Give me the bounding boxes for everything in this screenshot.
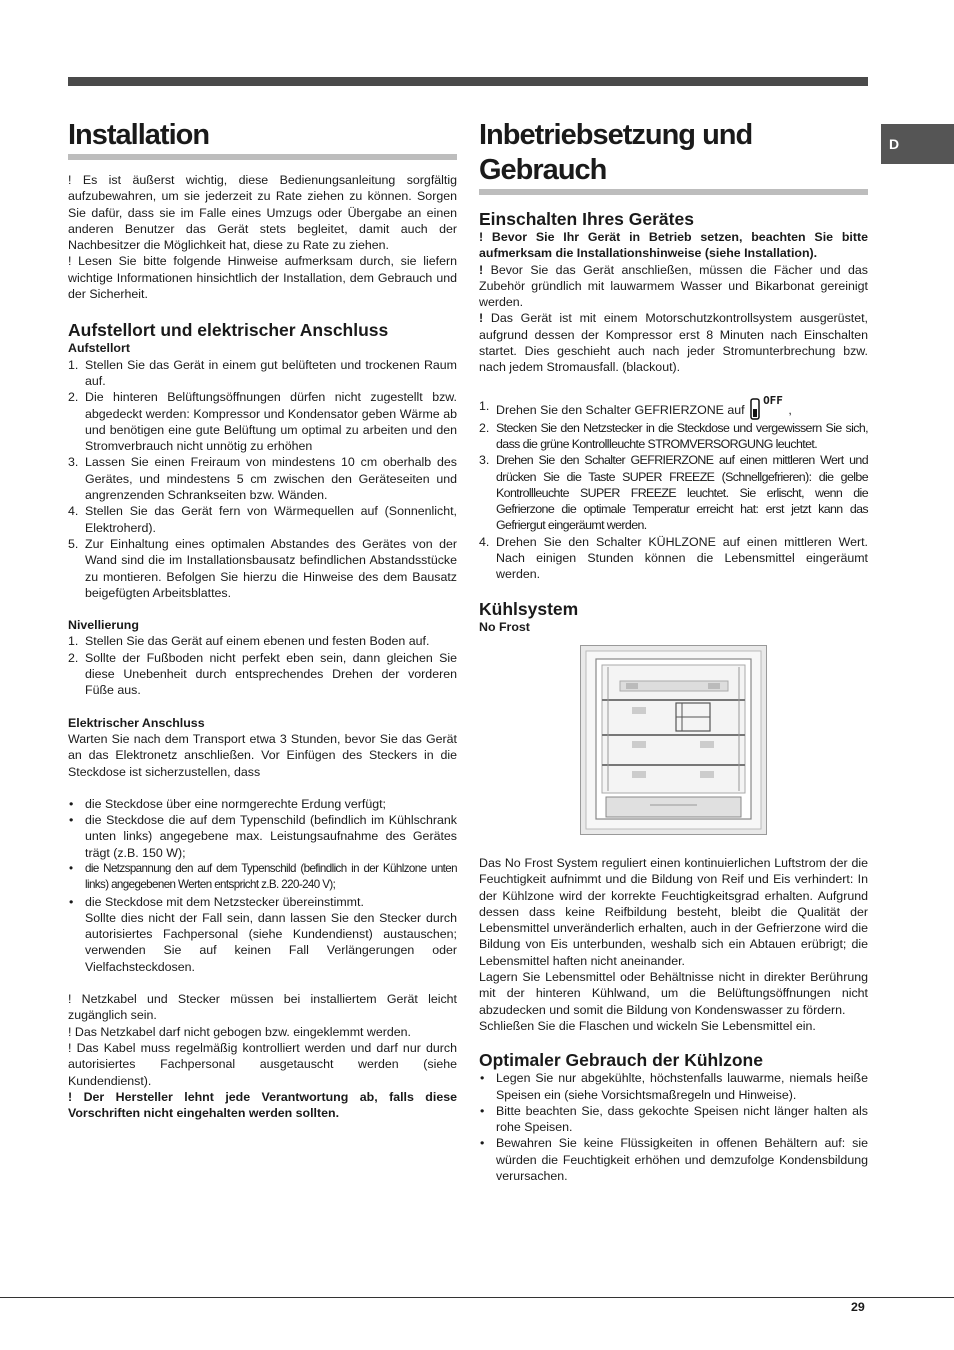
footer-rule bbox=[0, 1297, 954, 1298]
paragraph: Schließen Sie die Flaschen und wickeln Sie Lebensmittel ein. bbox=[479, 1018, 816, 1033]
list-item: 2. Die hinteren Belüftungsöffnungen dürfen nicht zugestellt bzw. abgedeckt werden: Kompressor und Kondensator geben Wärme ab und benötigen eine gute Belüftung um optimal zu arbeiten und den Stromverbrauch nicht unnötig zu erhöhen bbox=[68, 390, 457, 454]
section-title-aufstellort-anschluss: Aufstellort und elektrischer Anschluss bbox=[68, 320, 389, 341]
list-item: 5. Zur Einhaltung eines optimalen Abstandes des Gerätes von der Wand sind die im Installationsbausatz befindlichen Abstandsstücke zu montieren. Befolgen Sie hierzu die Hinweise des dem Bausatz beigefügten Arbeitsblattes. bbox=[68, 536, 457, 600]
inbetriebsetzung-column bbox=[479, 118, 868, 1184]
list-item: 4. Stellen Sie das Gerät fern von Wärmequellen auf (Sonnenlicht, Elektroherd). bbox=[68, 504, 457, 535]
list-item: 1. Stellen Sie das Gerät in einem gut belüfteten und trockenen Raum auf. bbox=[68, 357, 457, 388]
final-warning: ! Der Hersteller lehnt jede Verantwortung ab, falls diese Vorschriften nicht eingehalten werden sollten. bbox=[68, 1089, 457, 1121]
list-item: • die Steckdose über eine normgerechte Erdung verfügt; bbox=[68, 796, 457, 812]
list-item: • Legen Sie nur abgekühlte, höchstenfalls lauwarme, niemals heiße Speisen ein (siehe Vorsichtsmaßregeln und Hinweise). bbox=[479, 1070, 868, 1103]
fridge-interior-illustration bbox=[580, 645, 767, 835]
subsection-title-elektrischer-anschluss: Elektrischer Anschluss bbox=[68, 715, 205, 730]
list-item: • die Steckdose die auf dem Typenschild (befindlich im Kühlschrank unten links) angegebene max. Leistungsaufnahme des Gerätes trägt (z.B. 150 W); bbox=[68, 812, 457, 861]
section-title-kuehlsystem: Kühlsystem bbox=[479, 598, 579, 619]
list-item: • die Netzspannung den auf dem Typenschild (befindlich in der Kühlzone unten links) angegebenen Werten entspricht z.B. 220-240 V); bbox=[68, 861, 457, 894]
list-item: 1. Drehen Sie den Schalter GEFRIERZONE auf OFF , bbox=[479, 398, 868, 420]
list-item: 2. Stecken Sie den Netzstecker in die Steckdose und vergewissern Sie sich, dass die grüne Kontrollleuchte STROMVERSORGUNG leuchtet. bbox=[479, 420, 868, 451]
list-item: 3. Lassen Sie einen Freiraum von mindestens 10 cm oberhalb des Gerätes, und mindestens 5 cm zwischen den Geräteseiten und angrenzenden Schrankseiten bzw. Wänden. bbox=[68, 455, 457, 503]
section-title-einschalten: Einschalten Ihres Gerätes bbox=[479, 209, 694, 229]
paragraph: Lagern Sie Lebensmittel oder Behältnisse nicht in direkter Berührung mit der hinteren Kühlwand, um die Belüftungsöffnungen nicht abzudecken und somit die Bildung von Kondenswasser zu fördern. bbox=[479, 970, 868, 1017]
section-title-optimaler-gebrauch: Optimaler Gebrauch der Kühlzone bbox=[479, 1050, 763, 1071]
aufstellort-list bbox=[68, 357, 457, 601]
list-item: 1. Stellen Sie das Gerät auf einem ebenen und festen Boden auf. bbox=[68, 634, 430, 649]
list-item: • Bitte beachten Sie, dass gekochte Speisen nicht länger halten als rohe Speisen. bbox=[479, 1103, 868, 1136]
warning-paragraph: ! Das Kabel muss regelmäßig kontrolliert werden und darf nur durch autorisiertes Fachpersonal ausgetauscht werden (siehe Kundendienst). bbox=[68, 1040, 457, 1088]
switch-knob-icon bbox=[750, 398, 760, 420]
intro-paragraph: ! Es ist äußerst wichtig, diese Bedienungsanleitung sorgfältig aufzubewahren, um sie jederzeit zu Rate ziehen zu können. Sorgen Sie dafür, dass sie im Falle eines Umzugs oder Übergabe an einen anderen Benutzer das Gerät stets begleitet, damit auch der Nachbesitzer die Möglichkeit hat, diese zu Rate zu ziehen. bbox=[68, 173, 457, 253]
list-item: • die Steckdose mit dem Netzstecker übereinstimmt. Sollte dies nicht der Fall sein, dann lassen Sie den Stecker durch autorisiertes Fachpersonal (siehe Kundendienst) austauschen; verwenden Sie auf keinen Fall Verlängerungen oder Vielfachsteckdosen. bbox=[68, 894, 457, 975]
subsection-title-aufstellort: Aufstellort bbox=[68, 341, 130, 356]
elektrisch-paragraph: Warten Sie nach dem Transport etwa 3 Stunden, bevor Sie das Gerät an das Elektronetz anschließen. Vor Einfügen des Steckers in die Steckdose ist sicherzustellen, dass bbox=[68, 731, 457, 779]
intro bbox=[68, 172, 457, 302]
intro-paragraph: ! Lesen Sie bitte folgende Hinweise aufmerksam durch, sie liefern wichtige Informationen hinsichtlich der Installation, dem Gebrauch und der Sicherheit. bbox=[68, 254, 457, 302]
no-frost-description bbox=[479, 855, 868, 1034]
page-number: 29 bbox=[851, 1300, 865, 1314]
requirements-list bbox=[68, 796, 457, 975]
subsection-title-nivellierung: Nivellierung bbox=[68, 618, 139, 633]
warning-paragraph: ! Das Gerät ist mit einem Motorschutzkontrollsystem ausgerüstet, aufgrund dessen der Kompressor erst 8 Minuten nach Einschalten startet. Dies geschieht auch nach jeder Stromunterbrechung bzw. nach jedem Stromausfall. (blackout). bbox=[479, 311, 868, 375]
warning-paragraph: ! Bevor Sie das Gerät anschließen, müssen die Fächer und das Zubehör gründlich mit lauwarmem Wasser und Bikarbonat gereinigt werden. bbox=[479, 262, 868, 310]
bold-warning: ! Bevor Sie Ihr Gerät in Betrieb setzen, beachten Sie bitte aufmerksam die Installationshinweise (siehe Installation). bbox=[479, 230, 868, 261]
warning-paragraph: ! Das Netzkabel darf nicht gebogen bzw. eingeklemmt werden. bbox=[68, 1024, 411, 1039]
header-bar bbox=[68, 77, 868, 86]
switch-off-label: OFF bbox=[763, 393, 783, 407]
startup-steps bbox=[479, 393, 868, 583]
inbetriebsetzung-title: Inbetriebsetzung und Gebrauch bbox=[479, 118, 868, 195]
language-tab: D bbox=[881, 124, 954, 164]
list-item: 2. Sollte der Fußboden nicht perfekt eben sein, dann gleichen Sie diese Unebenheit durch entsprechendes Drehen der vorderen Füße aus. bbox=[68, 650, 457, 698]
paragraph: Das No Frost System reguliert einen kontinuierlichen Luftstrom der die Feuchtigkeit aufnimmt und die Bildung von Reif und Eis verhindert: In der Kühlzone wird der korrekte Feuchtigkeitsgrad erhalten. Aufgrund dessen dass keine Reifbildung besteht, bleibt die Qualität der Lebensmittel unveränderlich erhalten, auch in der Gefrierzone wird die Bildung von Eis unterbunden, weshalb sich ein Abtauen erübrigt; die Lebensmittel haften nicht aneinander. bbox=[479, 855, 868, 968]
nivellierung-list bbox=[68, 633, 457, 698]
installation-title: Installation bbox=[68, 118, 457, 160]
warning-paragraph: ! Netzkabel und Stecker müssen bei installiertem Gerät leicht zugänglich sein. bbox=[68, 992, 457, 1023]
usage-list bbox=[479, 1070, 868, 1184]
bullet-continuation: Sollte dies nicht der Fall sein, dann lassen Sie den Stecker durch autorisiertes Fachpersonal (siehe Kundendienst) austauschen; verwenden Sie auf keinen Fall Verlängerungen oder Vielfachsteckdosen. bbox=[85, 910, 457, 974]
subsection-title-no-frost: No Frost bbox=[479, 619, 530, 634]
warnings bbox=[68, 991, 457, 1121]
list-item: • Bewahren Sie keine Flüssigkeiten in offenen Behältern auf: sie würden die Feuchtigkeit erhöhen und demzufolge Kondensbildung verursachen. bbox=[479, 1135, 868, 1184]
off-switch-icon bbox=[750, 393, 783, 420]
list-item: 4. Drehen Sie den Schalter KÜHLZONE auf einen mittleren Wert. Nach einigen Stunden können die Lebensmittel eingeräumt werden. bbox=[479, 534, 868, 582]
list-item: 3. Drehen Sie den Schalter GEFRIERZONE auf einen mittleren Wert und drücken Sie die Taste SUPER FREEZE (Schnellgefrieren): die gelbe Kontrollleuchte SUPER FREEZE leuchtet. Sie erlischt, wenn die Gefrierzone die optimale Temperatur erreicht hat: erst jetzt kann das Gefriergut eingeräumt werden. bbox=[479, 453, 868, 533]
installation-column bbox=[68, 118, 457, 1121]
